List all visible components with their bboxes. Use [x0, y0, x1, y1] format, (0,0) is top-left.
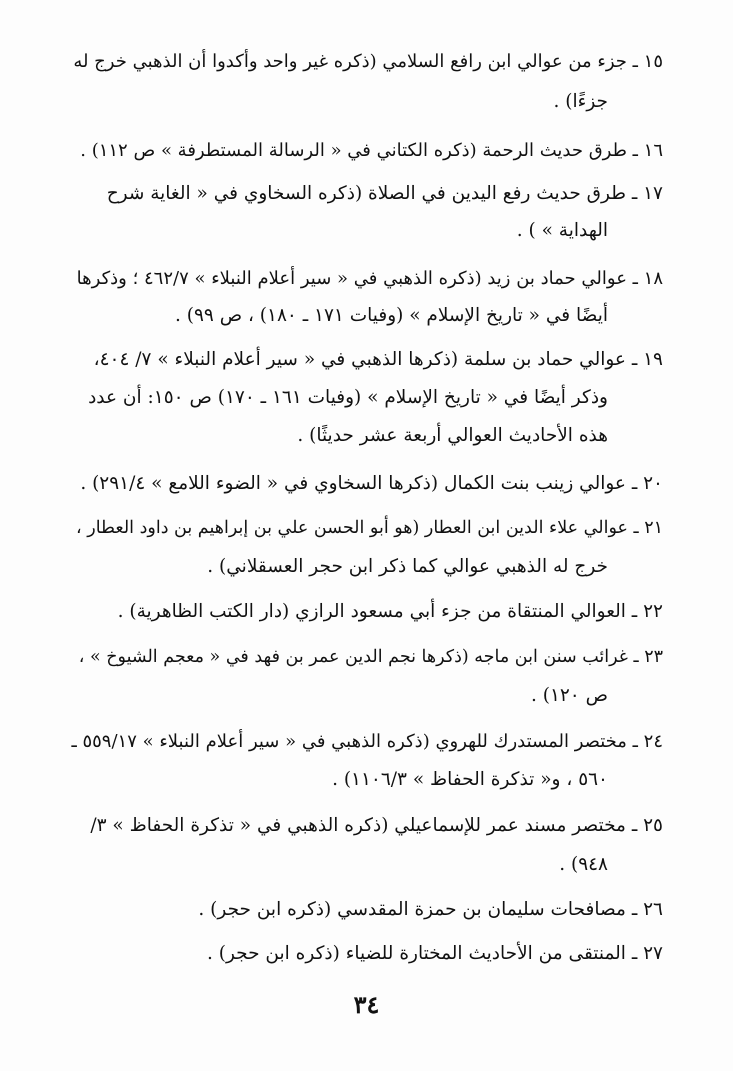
entry-18-line-2: أيضًا في « تاريخ الإسلام » (وفيات ١٧١ ـ ١٨٠) ، ص ٩٩) . [174, 305, 608, 326]
entry-21-line-2: خرج له الذهبي عوالي كما ذكر ابن حجر العسقلاني) . [207, 556, 608, 577]
entry-24-line-2: ٥٦٠ ، و« تذكرة الحفاظ » ١١٠٦/٣) . [332, 769, 608, 790]
entry-22-line-1: ٢٢ ـ العوالي المنتقاة من جزء أبي مسعود الرازي (دار الكتب الظاهرية) . [117, 601, 663, 622]
entry-15-line-2: جزءًا) . [553, 91, 608, 112]
entry-19-line-1: ١٩ ـ عوالي حماد بن سلمة (ذكرها الذهبي في « سير أعلام النبلاء » ٧/ ٤٠٤، [93, 349, 663, 370]
entry-27-line-1: ٢٧ ـ المنتقى من الأحاديث المختارة للضياء (ذكره ابن حجر) . [206, 943, 663, 964]
entry-24-line-1: ٢٤ ـ مختصر المستدرك للهروي (ذكره الذهبي في « سير أعلام النبلاء » ٥٥٩/١٧ ـ [71, 731, 663, 752]
entry-20-line-1: ٢٠ ـ عوالي زينب بنت الكمال (ذكرها السخاوي في « الضوء اللامع » ٢٩١/٤) . [80, 473, 663, 494]
entry-17-line-2: الهداية » ) . [516, 220, 608, 241]
entry-21-line-1: ٢١ ـ عوالي علاء الدين ابن العطار (هو أبو الحسن علي بن إبراهيم بن داود العطار ، [76, 518, 663, 538]
entry-26-line-1: ٢٦ ـ مصافحات سليمان بن حمزة المقدسي (ذكره ابن حجر) . [198, 899, 663, 920]
entry-23-line-2: ص ١٢٠) . [530, 685, 608, 706]
entry-25-line-1: ٢٥ ـ مختصر مسند عمر للإسماعيلي (ذكره الذهبي في « تذكرة الحفاظ » ٣/ [90, 815, 663, 836]
entry-19-line-2: وذكر أيضًا في « تاريخ الإسلام » (وفيات ١٦١ ـ ١٧٠) ص ١٥٠: أن عدد [88, 387, 608, 408]
entry-18-line-1: ١٨ ـ عوالي حماد بن زيد (ذكره الذهبي في « سير أعلام النبلاء » ٤٦٢/٧ ؛ وذكرها [76, 268, 663, 289]
entry-17-line-1: ١٧ ـ طرق حديث رفع اليدين في الصلاة (ذكره السخاوي في « الغاية شرح [106, 183, 663, 204]
page-number: ٣٤ [353, 990, 380, 1019]
entry-25-line-2: ٩٤٨) . [559, 854, 608, 875]
entry-19-line-3: هذه الأحاديث العوالي أربعة عشر حديثًا) . [297, 425, 608, 446]
entry-15-line-1: ١٥ ـ جزء من عوالي ابن رافع السلامي (ذكره غير واحد وأكدوا أن الذهبي خرج له [73, 51, 663, 72]
entry-16-line-1: ١٦ ـ طرق حديث الرحمة (ذكره الكتاني في « الرسالة المستطرفة » ص ١١٢) . [80, 140, 663, 161]
entry-23-line-1: ٢٣ ـ غرائب سنن ابن ماجه (ذكرها نجم الدين عمر بن فهد في « معجم الشيوخ » ، [78, 647, 663, 667]
